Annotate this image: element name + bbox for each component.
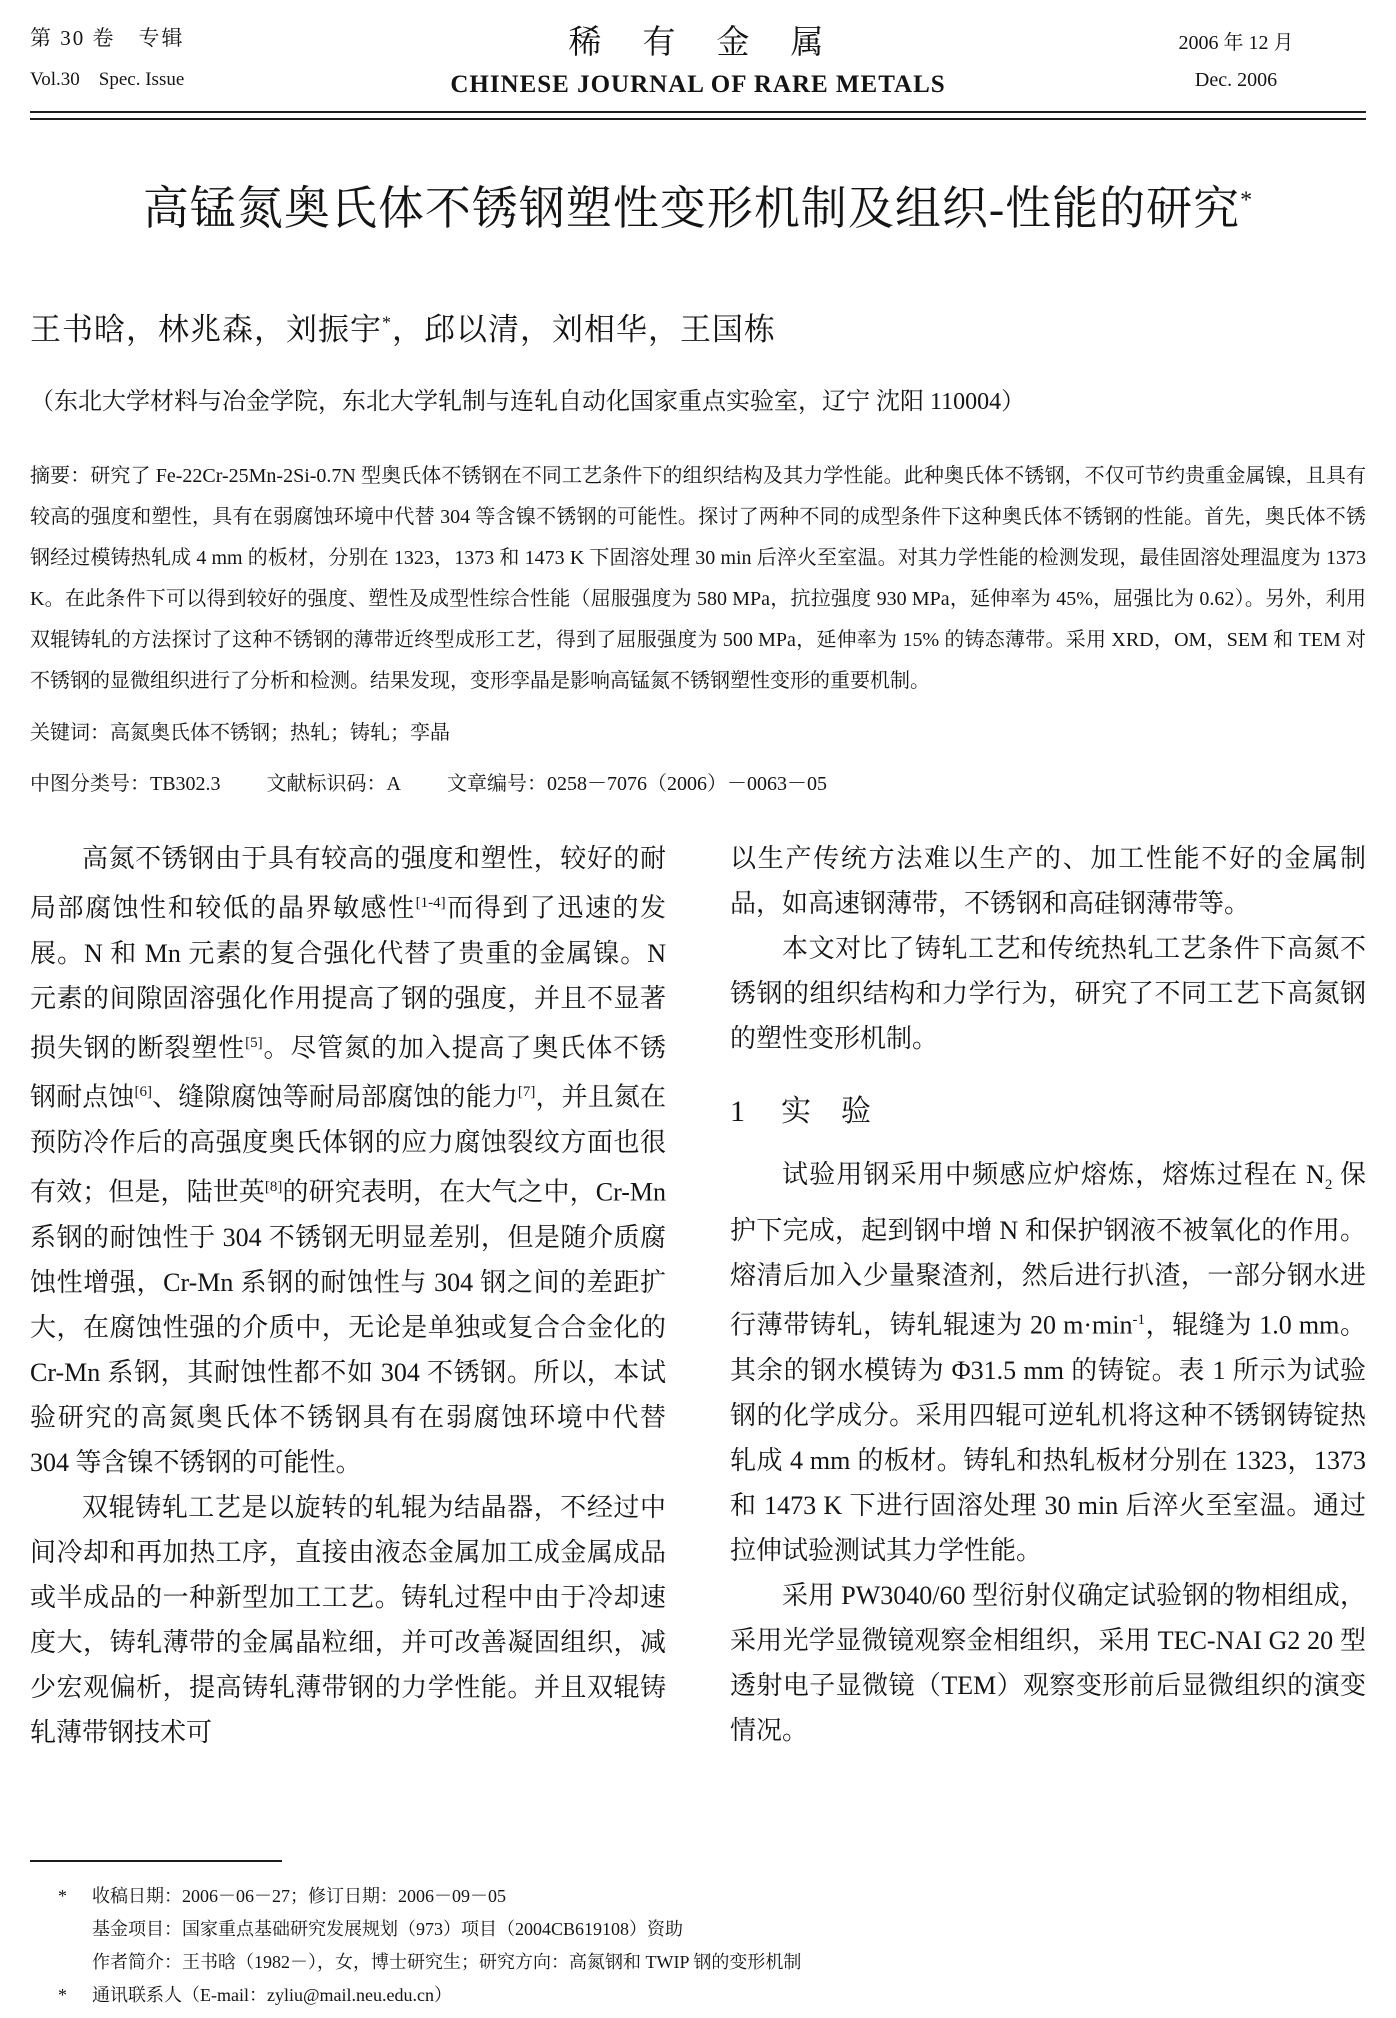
section-title: 实 验 bbox=[781, 1095, 871, 1128]
footnote-row bbox=[58, 1979, 1366, 2012]
section-number: 1 bbox=[730, 1095, 745, 1128]
body-paragraph bbox=[730, 836, 1366, 926]
text-run: 采用 PW3040/60 型衍射仪确定试验钢的物相组成，采用光学显微镜观察金相组织，采用 TEC-NAI G2 20 型透射电子显微镜（TEM）观察变形前后显微组织的演变情况。 bbox=[730, 1580, 1366, 1745]
title-footnote-mark: * bbox=[1240, 187, 1254, 214]
footnote-row bbox=[58, 1913, 1366, 1946]
footnote-text: 作者简介：王书晗（1982－），女，博士研究生；研究方向：高氮钢和 TWIP 钢的变形机制 bbox=[92, 1952, 802, 1972]
footnote-row bbox=[58, 1946, 1366, 1979]
article-title bbox=[30, 172, 1366, 238]
journal-header bbox=[30, 16, 1366, 99]
reference-sup: [5] bbox=[245, 1034, 263, 1051]
left-column bbox=[30, 836, 666, 1755]
text-run: 双辊铸轧工艺是以旋转的轧辊为结晶器，不经过中间冷却和再加热工序，直接由液态金属加工成金属成品或半成品的一种新型加工工艺。铸轧过程中由于冷却速度大，铸轧薄带的金属晶粒细，并可改善凝固组织，减少宏观偏析，提高铸轧薄带钢的力学性能。并且双辊铸轧薄带钢技术可 bbox=[30, 1492, 666, 1747]
text-run: ，辊缝为 1.0 mm。其余的钢水模铸为 Φ31.5 mm 的铸锭。表 1 所示为试验钢的化学成分。采用四辊可逆轧机将这种不锈钢铸锭热轧成 4 mm 的板材。铸轧和热轧板材分别在 1323，1373 和 1473 K 下进行固溶处理 30 min 后淬火至室温。通过拉伸试验测试其力学性能。 bbox=[730, 1310, 1366, 1565]
footnote-mark bbox=[58, 1946, 92, 1979]
journal-title-en: CHINESE JOURNAL OF RARE METALS bbox=[450, 71, 946, 98]
reference-sup: [1-4] bbox=[415, 895, 446, 911]
text-run: 以生产传统方法难以生产的、加工性能不好的金属制品，如高速钢薄带，不锈钢和高硅钢薄带等。 bbox=[730, 844, 1366, 918]
footnote-row bbox=[58, 1880, 1366, 1913]
text-run: 试验用钢采用中频感应炉熔炼，熔炼过程在 N bbox=[782, 1160, 1325, 1189]
text-run: 高氮不锈钢由于具有较高的强度和塑性，较好的耐局部腐蚀性和较低的晶界敏感性 bbox=[30, 844, 666, 923]
footnote-area bbox=[30, 1860, 1366, 2012]
body-paragraph bbox=[30, 836, 666, 1485]
body-paragraph bbox=[730, 1152, 1366, 1573]
footnote-text: 基金项目：国家重点基础研究发展规划（973）项目（2004CB619108）资助 bbox=[92, 1919, 684, 1939]
header-divider bbox=[30, 111, 1366, 120]
text-run: 的研究表明，在大气之中，Cr-Mn 系钢的耐蚀性于 304 不锈钢无明显差别，但是随介质腐蚀性增强，Cr-Mn 系钢的耐蚀性与 304 钢之间的差距扩大，在腐蚀性强的介质中，无论是单独或复合合金化的 Cr-Mn 系钢，其耐蚀性都不如 304 不锈钢。所以，本试验研究的高氮奥氏体不锈钢具有在弱腐蚀环境中代替 304 等含镍不锈钢的可能性。 bbox=[30, 1177, 666, 1477]
text-run: 保护下完成，起到钢中增 N 和保护钢液不被氧化的作用。熔清后加入少量聚渣剂，然后进行扒渣，一部分钢水进行薄带铸轧，铸轧辊速为 20 m·min bbox=[730, 1160, 1366, 1340]
body-paragraph bbox=[730, 1573, 1366, 1753]
footnote-list bbox=[30, 1880, 1366, 2012]
abstract-label: 摘要： bbox=[30, 465, 91, 487]
footnote-text: 收稿日期：2006－06－27；修订日期：2006－09－05 bbox=[92, 1886, 506, 1906]
affiliation-line: （东北大学材料与冶金学院，东北大学轧制与连轧自动化国家重点实验室，辽宁 沈阳 110004） bbox=[30, 389, 1026, 415]
journal-title-cn: 稀 有 金 属 bbox=[568, 25, 828, 61]
issue-date-en: Dec. 2006 bbox=[1194, 69, 1278, 91]
abstract-text: 研究了 Fe-22Cr-25Mn-2Si-0.7N 型奥氏体不锈钢在不同工艺条件下的组织结构及其力学性能。此种奥氏体不锈钢，不仅可节约贵重金属镍，且具有较高的强度和塑性，具有在弱腐蚀环境中代替 304 等含镍不锈钢的可能性。探讨了两种不同的成型条件下这种奥氏体不锈钢的性能。首先，奥氏体不锈钢经过模铸热轧成 4 mm 的板材，分别在 1323，1373 和 1473 K 下固溶处理 30 min 后淬火至室温。对其力学性能的检测发现，最佳固溶处理温度为 1373 K。在此条件下可以得到较好的强度、塑性及成型性综合性能（屈服强度为 580 MPa，抗拉强度 930 MPa，延伸率为 45%，屈强比为 0.62）。另外，利用双辊铸轧的方法探讨了这种不锈钢的薄带近终型成形工艺，得到了屈服强度为 500 MPa，延伸率为 15% 的铸态薄带。采用 XRD，OM，SEM 和 TEM 对不锈钢的显微组织进行了分析和检测。结果发现，变形孪晶是影响高锰氮不锈钢塑性变形的重要机制。 bbox=[30, 465, 1366, 692]
text-run: 本文对比了铸轧工艺和传统热轧工艺条件下高氮不锈钢的组织结构和力学行为，研究了不同工艺下高氮钢的塑性变形机制。 bbox=[730, 934, 1366, 1053]
reference-sup: [8] bbox=[264, 1178, 283, 1195]
document-code: 文献标识码：A bbox=[266, 773, 402, 795]
reference-sub: 2 bbox=[1324, 1177, 1333, 1194]
text-run: 、缝隙腐蚀等耐局部腐蚀的能力 bbox=[152, 1082, 518, 1112]
body-paragraph bbox=[30, 1485, 666, 1755]
text-run: 。尽管氮的加入提高了奥氏体不锈钢耐点蚀 bbox=[30, 1033, 666, 1112]
authors-part2: ，邱以清，刘相华，王国栋 bbox=[392, 312, 776, 347]
abstract-paragraph bbox=[30, 456, 1366, 702]
article-title-text: 高锰氮奥氏体不锈钢塑性变形机制及组织-性能的研究 bbox=[142, 183, 1241, 234]
footnote-mark: * bbox=[58, 1985, 67, 2005]
reference-sup: [6] bbox=[134, 1084, 152, 1101]
clc-number: 中图分类号：TB302.3 bbox=[30, 773, 221, 795]
section-heading bbox=[730, 1089, 1366, 1134]
keywords-line bbox=[30, 716, 1366, 745]
footnote-mark bbox=[58, 1913, 92, 1946]
classification-line bbox=[30, 767, 1366, 796]
footnote-mark: * bbox=[58, 1886, 67, 1906]
issue-date-cn: 2006 年 12 月 bbox=[1178, 32, 1294, 54]
header-date-block bbox=[1106, 16, 1366, 92]
text-run: ，并且氮在预防冷作后的高强度奥氏体钢的应力腐蚀裂纹方面也很有效；但是，陆世英 bbox=[30, 1082, 666, 1207]
footnote-divider bbox=[30, 1860, 282, 1862]
authors-line bbox=[30, 304, 1366, 349]
body-columns bbox=[30, 836, 1366, 1755]
keywords-label: 关键词： bbox=[30, 722, 110, 744]
body-paragraph bbox=[730, 926, 1366, 1061]
reference-sup: [7] bbox=[517, 1084, 536, 1101]
corresponding-author-mark: * bbox=[382, 312, 392, 333]
text-run: 而得到了迅速的发展。N 和 Mn 元素的复合强化代替了贵重的金属镍。N 元素的间隙固溶强化作用提高了钢的强度，并且不显著损失钢的断裂塑性 bbox=[30, 893, 666, 1063]
keywords-text: 高氮奥氏体不锈钢；热轧；铸轧；孪晶 bbox=[110, 722, 450, 744]
volume-cn: 第 30 卷 专辑 bbox=[30, 26, 185, 50]
right-column bbox=[730, 836, 1366, 1755]
volume-en: Vol.30 Spec. Issue bbox=[30, 69, 185, 90]
article-id: 文章编号：0258－7076（2006）－0063－05 bbox=[447, 773, 828, 795]
footnote-text: 通讯联系人（E-mail：zyliu@mail.neu.edu.cn） bbox=[92, 1985, 453, 2005]
header-journal-block bbox=[290, 16, 1106, 99]
header-volume-block bbox=[30, 16, 290, 91]
reference-sup: -1 bbox=[1132, 1312, 1146, 1329]
authors-part1: 王书晗，林兆森，刘振宇 bbox=[30, 312, 382, 347]
